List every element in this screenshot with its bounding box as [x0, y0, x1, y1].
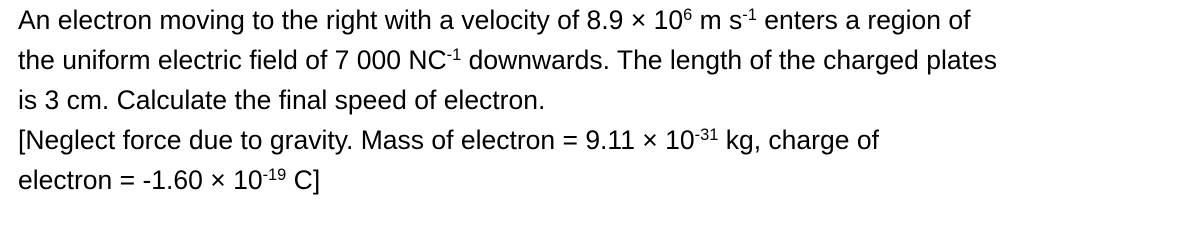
line-2-text-b: downwards. The length of the charged plates [461, 45, 997, 75]
line-5-text-b: C] [286, 165, 321, 195]
line-1-text-b: m s [692, 5, 743, 35]
line-1-exponent-unit: -1 [742, 5, 757, 24]
line-4-text-b: kg, charge of [718, 125, 879, 155]
question-line-2 [18, 40, 1193, 80]
line-5-exponent-charge: -19 [262, 165, 287, 184]
line-1-text-c: enters a region of [756, 5, 971, 35]
line-4-text-a: [Neglect force due to gravity. Mass of electron = 9.11 × 10 [18, 125, 695, 155]
line-1-exponent-velocity: 6 [683, 5, 693, 24]
question-text [18, 0, 1193, 200]
question-line-4 [18, 120, 1193, 160]
line-4-exponent-mass: -31 [694, 125, 719, 144]
question-line-5 [18, 160, 1193, 200]
line-2-text-a: the uniform electric field of 7 000 NC [18, 45, 447, 75]
line-2-exponent-unit: -1 [446, 45, 462, 64]
line-1-text-a: An electron moving to the right with a velocity of 8.9 × 10 [18, 5, 684, 35]
question-line-1 [18, 0, 1193, 40]
line-5-text-a: electron = -1.60 × 10 [18, 165, 263, 195]
question-line-3 [18, 80, 1193, 120]
line-3-text-a: is 3 cm. Calculate the final speed of electron. [18, 85, 546, 115]
